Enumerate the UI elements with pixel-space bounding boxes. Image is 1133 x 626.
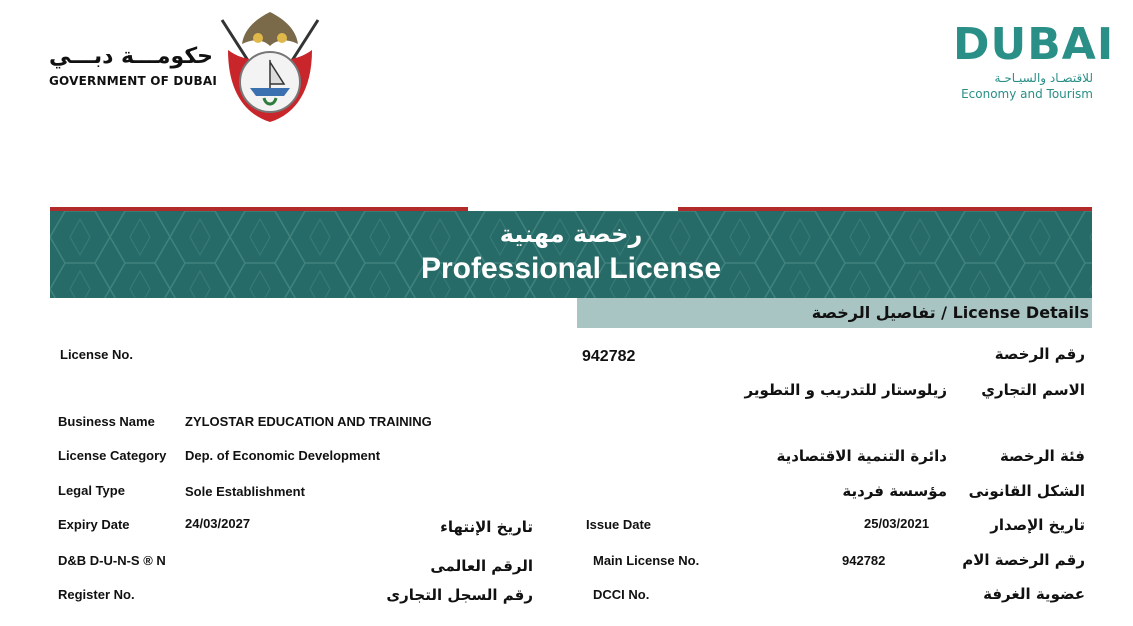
dcci-no-label-ar: عضوية الغرفة [983, 585, 1085, 603]
trade-name-label-ar: الاسم التجاري [981, 381, 1085, 399]
legal-type-label-ar: الشكل القانونى [968, 482, 1085, 500]
legal-type-value: Sole Establishment [185, 484, 305, 499]
gov-name-ar: حكومـــة دبـــي [49, 44, 213, 69]
license-category-value: Dep. of Economic Development [185, 448, 381, 463]
dubai-economy-tourism-logo [953, 19, 1115, 110]
main-license-label-ar: رقم الرخصة الام [962, 551, 1085, 569]
legal-type-value-ar: مؤسسة فردية [842, 482, 947, 500]
det-logo-ar: للاقتصـاد والسيـاحـة [994, 71, 1093, 85]
det-logo-en: Economy and Tourism [961, 87, 1093, 101]
register-no-label: Register No. [58, 587, 135, 602]
business-name-label: Business Name [58, 414, 155, 429]
gov-name-en: GOVERNMENT OF DUBAI [49, 74, 218, 88]
register-no-label-ar: رقم السجل التجارى [386, 586, 533, 604]
banner-title-en: Professional License [420, 252, 722, 285]
duns-label: D&B D-U-N-S ® N [58, 553, 166, 568]
business-name-value: ZYLOSTAR EDUCATION AND TRAINING [185, 414, 432, 429]
expiry-date-label: Expiry Date [58, 517, 130, 532]
license-category-label-ar: فئة الرخصة [999, 447, 1085, 465]
issue-date-value: 25/03/2021 [864, 516, 930, 531]
issue-date-label: Issue Date [586, 517, 652, 532]
expiry-date-value: 24/03/2027 [185, 516, 251, 531]
dcci-no-label: DCCI No. [593, 587, 650, 602]
license-no-label-ar: رقم الرخصة [994, 345, 1085, 363]
det-logo-word: DUBAI [953, 19, 1115, 70]
main-license-label: Main License No. [593, 553, 700, 568]
license-no-label: License No. [60, 347, 133, 362]
trade-name-value-ar: زيلوستار للتدريب و التطوير [744, 381, 947, 399]
main-license-value: 942782 [842, 553, 886, 568]
legal-type-label: Legal Type [58, 483, 125, 498]
license-category-value-ar: دائرة التنمية الاقتصادية [776, 447, 947, 465]
license-details-heading: تفاصيل الرخصة / License Details [811, 303, 1089, 322]
duns-label-ar: الرقم العالمى [430, 557, 533, 575]
license-category-label: License Category [58, 448, 167, 463]
expiry-date-label-ar: تاريخ الإنتهاء [440, 518, 533, 536]
license-title-banner [50, 211, 1092, 298]
issue-date-label-ar: تاريخ الإصدار [990, 516, 1085, 534]
dubai-emblem-icon [214, 10, 326, 124]
banner-title-ar: رخصة مهنية [499, 220, 643, 248]
license-no-value: 942782 [582, 348, 636, 365]
